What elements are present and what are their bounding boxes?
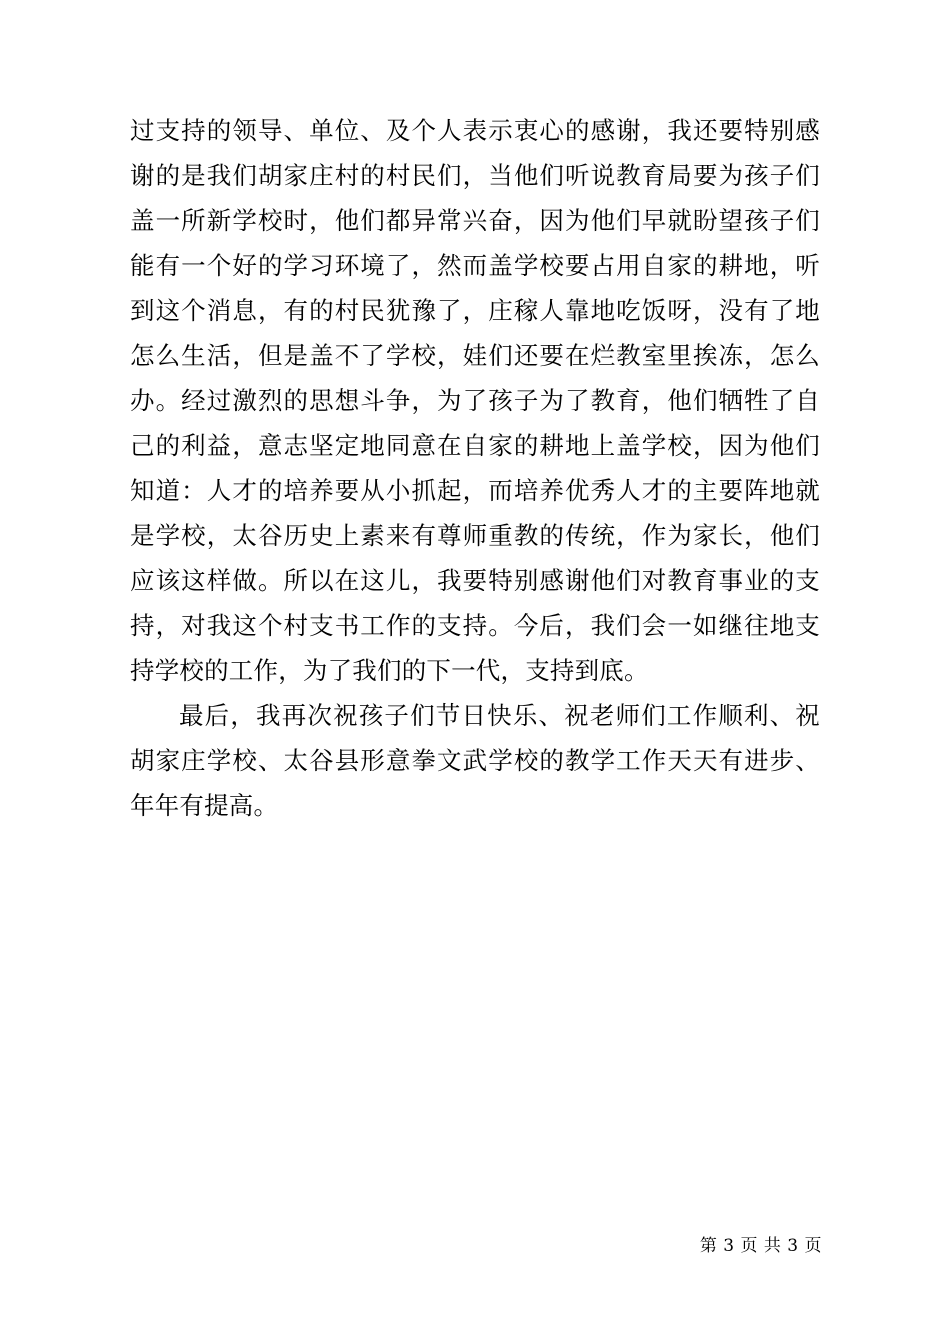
document-body <box>130 108 820 828</box>
page-footer: 第 3 页 共 3 页 <box>699 1236 822 1256</box>
paragraph-1: 过支持的领导、单位、及个人表示衷心的感谢，我还要特别感谢的是我们胡家庄村的村民们，当他们听说教育局要为孩子们盖一所新学校时，他们都异常兴奋，因为他们早就盼望孩子们能有一个好的学习环境了，然而盖学校要占用自家的耕地，听到这个消息，有的村民犹豫了，庄稼人靠地吃饭呀，没有了地怎么生活，但是盖不了学校，娃们还要在烂教室里挨冻，怎么办。经过激烈的思想斗争，为了孩子为了教育，他们牺牲了自己的利益，意志坚定地同意在自家的耕地上盖学校，因为他们知道：人才的培养要从小抓起，而培养优秀人才的主要阵地就是学校，太谷历史上素来有尊师重教的传统，作为家长，他们应该这样做。所以在这儿，我要特别感谢他们对教育事业的支持，对我这个村支书工作的支持。今后，我们会一如继往地支持学校的工作，为了我们的下一代，支持到底。 <box>130 116 820 685</box>
paragraph-2: 最后，我再次祝孩子们节日快乐、祝老师们工作顺利、祝胡家庄学校、太谷县形意拳文武学校的教学工作天天有进步、年年有提高。 <box>130 701 820 820</box>
